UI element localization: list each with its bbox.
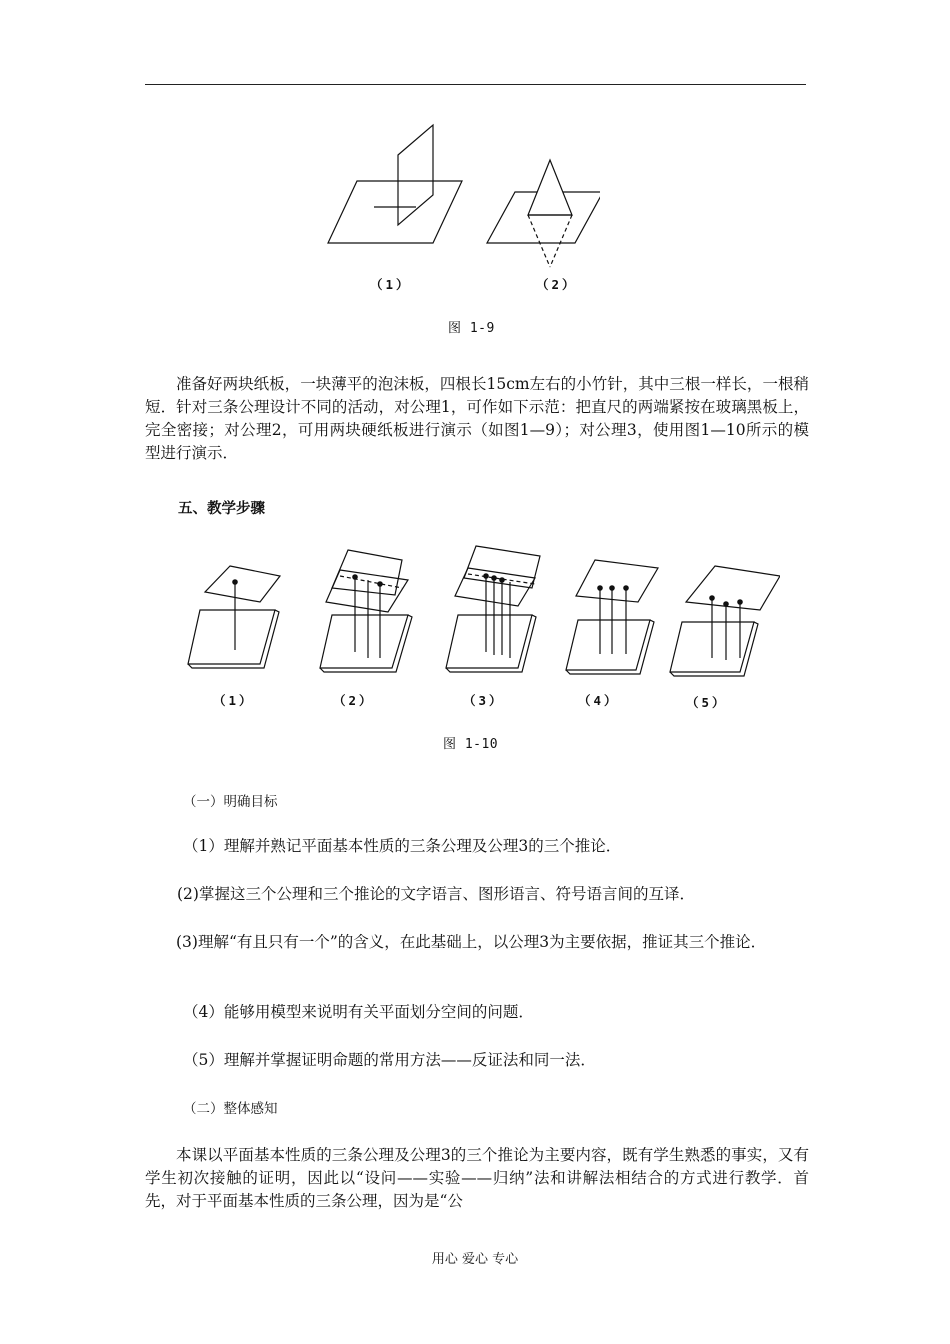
horizontal-plane: [328, 181, 462, 243]
paragraph-overview: 本课以平面基本性质的三条公理及公理3的三个推论为主要内容，既有学生熟悉的事实，又有学生初次接触的证明，因此以“设问——实验——归纳”法和讲解法相结合的方式进行教学．首先，对于平面基本性质的三条公理，因为是“公: [145, 1146, 809, 1210]
figure-1-10: [180, 540, 780, 680]
page-footer: 用心 爱心 专心: [431, 1252, 519, 1267]
model-4: [566, 560, 658, 674]
model-5: [670, 566, 780, 676]
objective-2: (2)掌握这三个公理和三个推论的文字语言、图形语言、符号语言间的互译．: [177, 885, 695, 903]
triangle-plane: [528, 160, 572, 215]
figure-1-10-label-4: （4）: [578, 693, 620, 708]
objective-1: （1）理解并熟记平面基本性质的三条公理及公理3的三个推论．: [183, 837, 622, 855]
vertical-plane: [398, 125, 433, 225]
figure-1-10-label-5: （5）: [686, 695, 728, 710]
figure-1-10-caption: 图 1-10: [443, 737, 499, 752]
subheading-overview: （二）整体感知: [183, 1101, 278, 1117]
section-heading: 五、教学步骤: [178, 501, 265, 517]
figure-1-9: [320, 115, 600, 275]
paragraph-materials: 准备好两块纸板，一块薄平的泡沫板，四根长15cm左右的小竹针，其中三根一样长，一根稍短．针对三条公理设计不同的活动，对公理1，可作如下示范：把直尺的两端紧按在玻璃黑板上，完全密接；对公理2，可用两块硬纸板进行演示（如图1—9）；对公理3，使用图1—10所示的模型进行演示．: [145, 375, 809, 462]
objective-4: （4）能够用模型来说明有关平面划分空间的问题．: [183, 1003, 534, 1021]
figure-1-9-label-1: （1）: [370, 277, 412, 292]
header-rule: [145, 84, 806, 85]
subheading-objectives: （一）明确目标: [183, 794, 278, 810]
figure-1-10-label-2: （2）: [333, 693, 375, 708]
model-3: [446, 546, 540, 672]
model-2: [320, 550, 412, 672]
model-1: [188, 566, 280, 668]
objective-3: (3)理解“有且只有一个”的含义，在此基础上，以公理3为主要依据，推证其三个推论．: [176, 933, 767, 951]
figure-1-9-label-2: （2）: [536, 277, 578, 292]
objective-5: （5）理解并掌握证明命题的常用方法——反证法和同一法．: [183, 1051, 596, 1069]
figure-1-9-caption: 图 1-9: [448, 321, 495, 336]
figure-1-10-label-1: （1）: [213, 693, 255, 708]
figure-1-10-label-3: （3）: [463, 693, 505, 708]
